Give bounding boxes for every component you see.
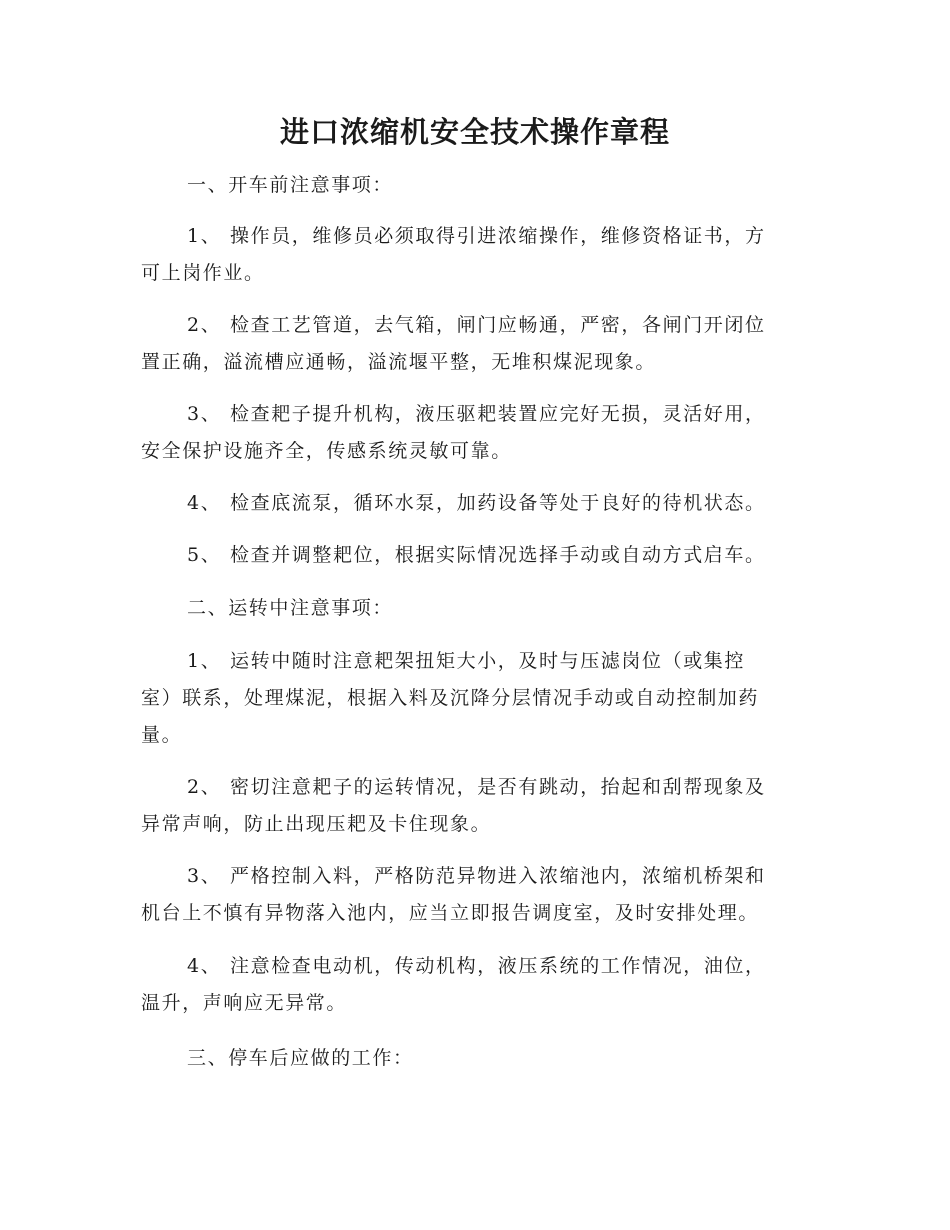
paragraph-text: 异常声响，防止出现压耙及卡住现象。 — [141, 813, 492, 835]
section-heading: 一、开车前注意事项： — [187, 174, 394, 196]
paragraph-line — [141, 537, 806, 574]
paragraph-line — [141, 769, 806, 806]
item-number: 4、 — [187, 955, 222, 977]
item-number: 1、 — [187, 650, 222, 672]
paragraph-text: 检查工艺管道，去气箱，闸门应畅通，严密，各闸门开闭位 — [230, 314, 766, 336]
paragraph-text: 检查耙子提升机构，液压驱耙装置应完好无损，灵活好用， — [230, 403, 766, 425]
paragraph-line — [141, 858, 806, 895]
paragraph-text: 运转中随时注意耙架扭矩大小，及时与压滤岗位（或集控 — [230, 650, 746, 672]
paragraph-text: 安全保护设施齐全，传感系统灵敏可靠。 — [141, 440, 512, 462]
paragraph-text: 检查并调整耙位，根据实际情况选择手动或自动方式启车。 — [230, 544, 766, 566]
item-number: 1、 — [187, 225, 222, 247]
paragraph-text: 可上岗作业。 — [141, 262, 265, 284]
paragraph — [141, 485, 806, 522]
paragraph-text: 机台上不慎有异物落入池内，应当立即报告调度室，及时安排处理。 — [141, 902, 760, 924]
paragraph-text: 密切注意耙子的运转情况，是否有跳动，抬起和刮帮现象及 — [230, 776, 766, 798]
paragraph-text: 量。 — [141, 724, 183, 746]
section-heading: 三、停车后应做的工作： — [187, 1047, 414, 1069]
paragraph — [141, 537, 806, 574]
paragraph — [141, 307, 806, 381]
paragraph — [141, 643, 806, 754]
paragraph-text: 室）联系，处理煤泥，根据入料及沉降分层情况手动或自动控制加药 — [141, 687, 760, 709]
paragraph-line — [141, 396, 806, 433]
paragraph-text: 操作员，维修员必须取得引进浓缩操作，维修资格证书，方 — [230, 225, 766, 247]
item-number: 2、 — [187, 776, 222, 798]
paragraph — [141, 218, 806, 292]
item-number: 3、 — [187, 865, 222, 887]
paragraph-line — [141, 218, 806, 255]
paragraph-text: 温升，声响应无异常。 — [141, 992, 348, 1014]
paragraph — [141, 858, 806, 932]
item-number: 5、 — [187, 544, 222, 566]
paragraph-line — [141, 485, 806, 522]
item-number: 4、 — [187, 492, 222, 514]
document-title: 进口浓缩机安全技术操作章程 — [279, 115, 670, 149]
item-number: 3、 — [187, 403, 222, 425]
paragraph-text: 置正确，溢流槽应通畅，溢流堰平整，无堆积煤泥现象。 — [141, 351, 657, 373]
paragraph — [141, 396, 806, 470]
paragraph-text: 注意检查电动机，传动机构，液压系统的工作情况，油位， — [230, 955, 766, 977]
paragraph-text: 严格控制入料，严格防范异物进入浓缩池内，浓缩机桥架和 — [230, 865, 766, 887]
paragraph-line — [141, 948, 806, 985]
paragraph — [141, 948, 806, 1022]
section-heading: 二、运转中注意事项： — [187, 597, 394, 619]
paragraph-text: 检查底流泵，循环水泵，加药设备等处于良好的待机状态。 — [230, 492, 766, 514]
paragraph — [141, 769, 806, 843]
item-number: 2、 — [187, 314, 222, 336]
paragraph-line — [141, 307, 806, 344]
paragraph-line — [141, 643, 806, 680]
